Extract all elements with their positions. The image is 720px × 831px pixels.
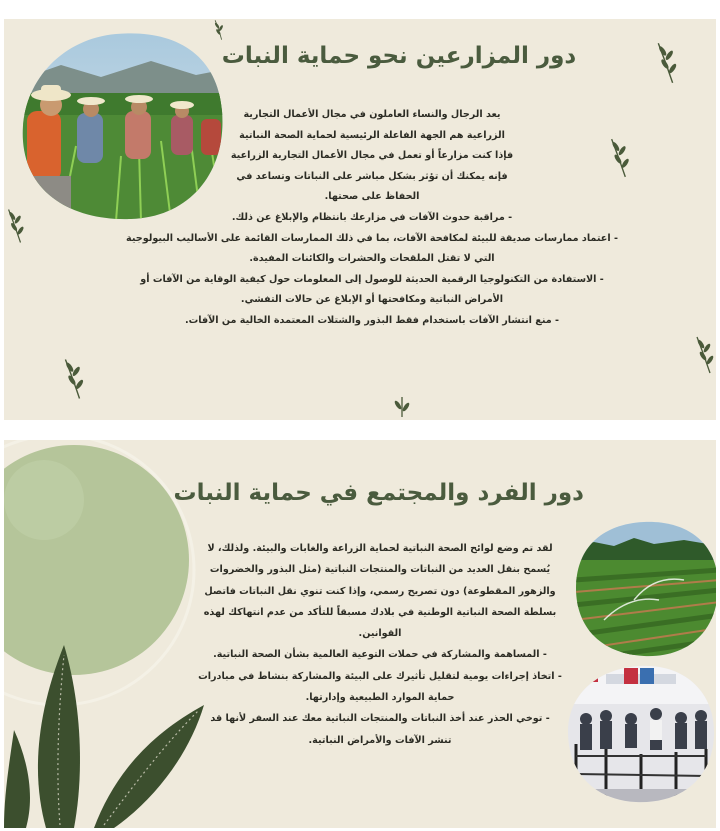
text-line: والزهور المقطوعة) دون تصريح رسمي، وإذا كنت تنوي نقل النباتات فاتصل xyxy=(204,585,556,597)
leaf-sprig-icon xyxy=(207,19,231,41)
bullet-item: - الاستفادة من التكنولوجيا الرقمية الحديثة للوصول إلى المعلومات حول كيفية الوقاية من الآفات أو xyxy=(140,273,604,285)
leaf-sprig-icon xyxy=(60,357,86,401)
bullet-item: - اتخاذ إجراءات يومية لتقليل تأثيرك على البيئة والمشاركة بنشاط في مبادرات xyxy=(198,670,562,682)
leaf-sprig-icon xyxy=(606,137,632,179)
text-line: فإذا كنت مزارعاً أو تعمل في مجال الأعمال التجارية الزراعية xyxy=(230,150,514,162)
text-line: الأمراض النباتية ومكافحتها أو الإبلاغ عن حالات التفشي. xyxy=(240,294,504,306)
page-title: دور الفرد والمجتمع في حماية النبات xyxy=(173,480,584,506)
body-text xyxy=(190,538,570,751)
text-line: يعد الرجال والنساء العاملون في مجال الأعمال التجارية xyxy=(243,109,501,120)
text-line: الحفاظ على صحتها. xyxy=(324,191,420,203)
text-line: لقد تم وضع لوائح الصحة النباتية لحماية الزراعة والغابات والبيئة. ولذلك، لا xyxy=(207,543,553,554)
irrigation-field-photo xyxy=(574,520,716,658)
text-line: فإنه يمكنك أن تؤثر بشكل مباشر على النباتات وتساعد في xyxy=(236,170,508,182)
bullet-item: - مراقبة حدوث الآفات في مزارعك بانتظام والإبلاغ عن ذلك. xyxy=(231,211,513,223)
slide-community-role xyxy=(4,440,716,828)
bullet-item: - اعتماد ممارسات صديقة للبيئة لمكافحة الآفات، بما في ذلك الممارسات القائمة على الأساليب البيولوجية xyxy=(126,232,618,244)
body-text xyxy=(92,105,652,332)
bullet-item: - منع انتشار الآفات باستخدام فقط البذور والشتلات المعتمدة الخالية من الآفات. xyxy=(184,314,560,326)
text-line: القوانين. xyxy=(358,628,402,640)
text-line: تنشر الآفات والأمراض النباتية. xyxy=(308,734,452,746)
text-line: حماية الموارد الطبيعية وإدارتها. xyxy=(305,692,455,704)
leaf-sprig-icon xyxy=(692,333,716,377)
text-line: الزراعية هم الجهة الفاعلة الرئيسية لحماية الصحة النباتية xyxy=(239,129,505,141)
leaf-sprig-icon xyxy=(4,204,26,248)
decorative-leaves-icon xyxy=(4,635,209,828)
text-line: يُسمح بنقل العديد من النباتات والمنتجات النباتية (مثل البذور والخضروات xyxy=(209,564,551,576)
leaf-sprig-icon xyxy=(390,395,414,419)
leaf-sprig-icon xyxy=(652,41,680,85)
airport-travelers-photo xyxy=(566,664,716,804)
slide-farmers-role xyxy=(4,19,716,420)
page-title: دور المزارعين نحو حماية النبات xyxy=(221,43,577,69)
text-line: التي لا تقتل الملقحات والحشرات والكائنات المفيدة. xyxy=(249,253,495,265)
text-line: بسلطة الصحة النباتية الوطنية في بلادك مسبقاً للتأكد من عدم انتهاكك لهذه xyxy=(203,606,557,618)
bullet-item: - المساهمة والمشاركة في حملات التوعية العالمية بشأن الصحة النباتية. xyxy=(213,649,547,661)
bullet-item: - توخي الحذر عند أخذ النباتات والمنتجات النباتية معك عند السفر لأنها قد xyxy=(210,713,550,725)
